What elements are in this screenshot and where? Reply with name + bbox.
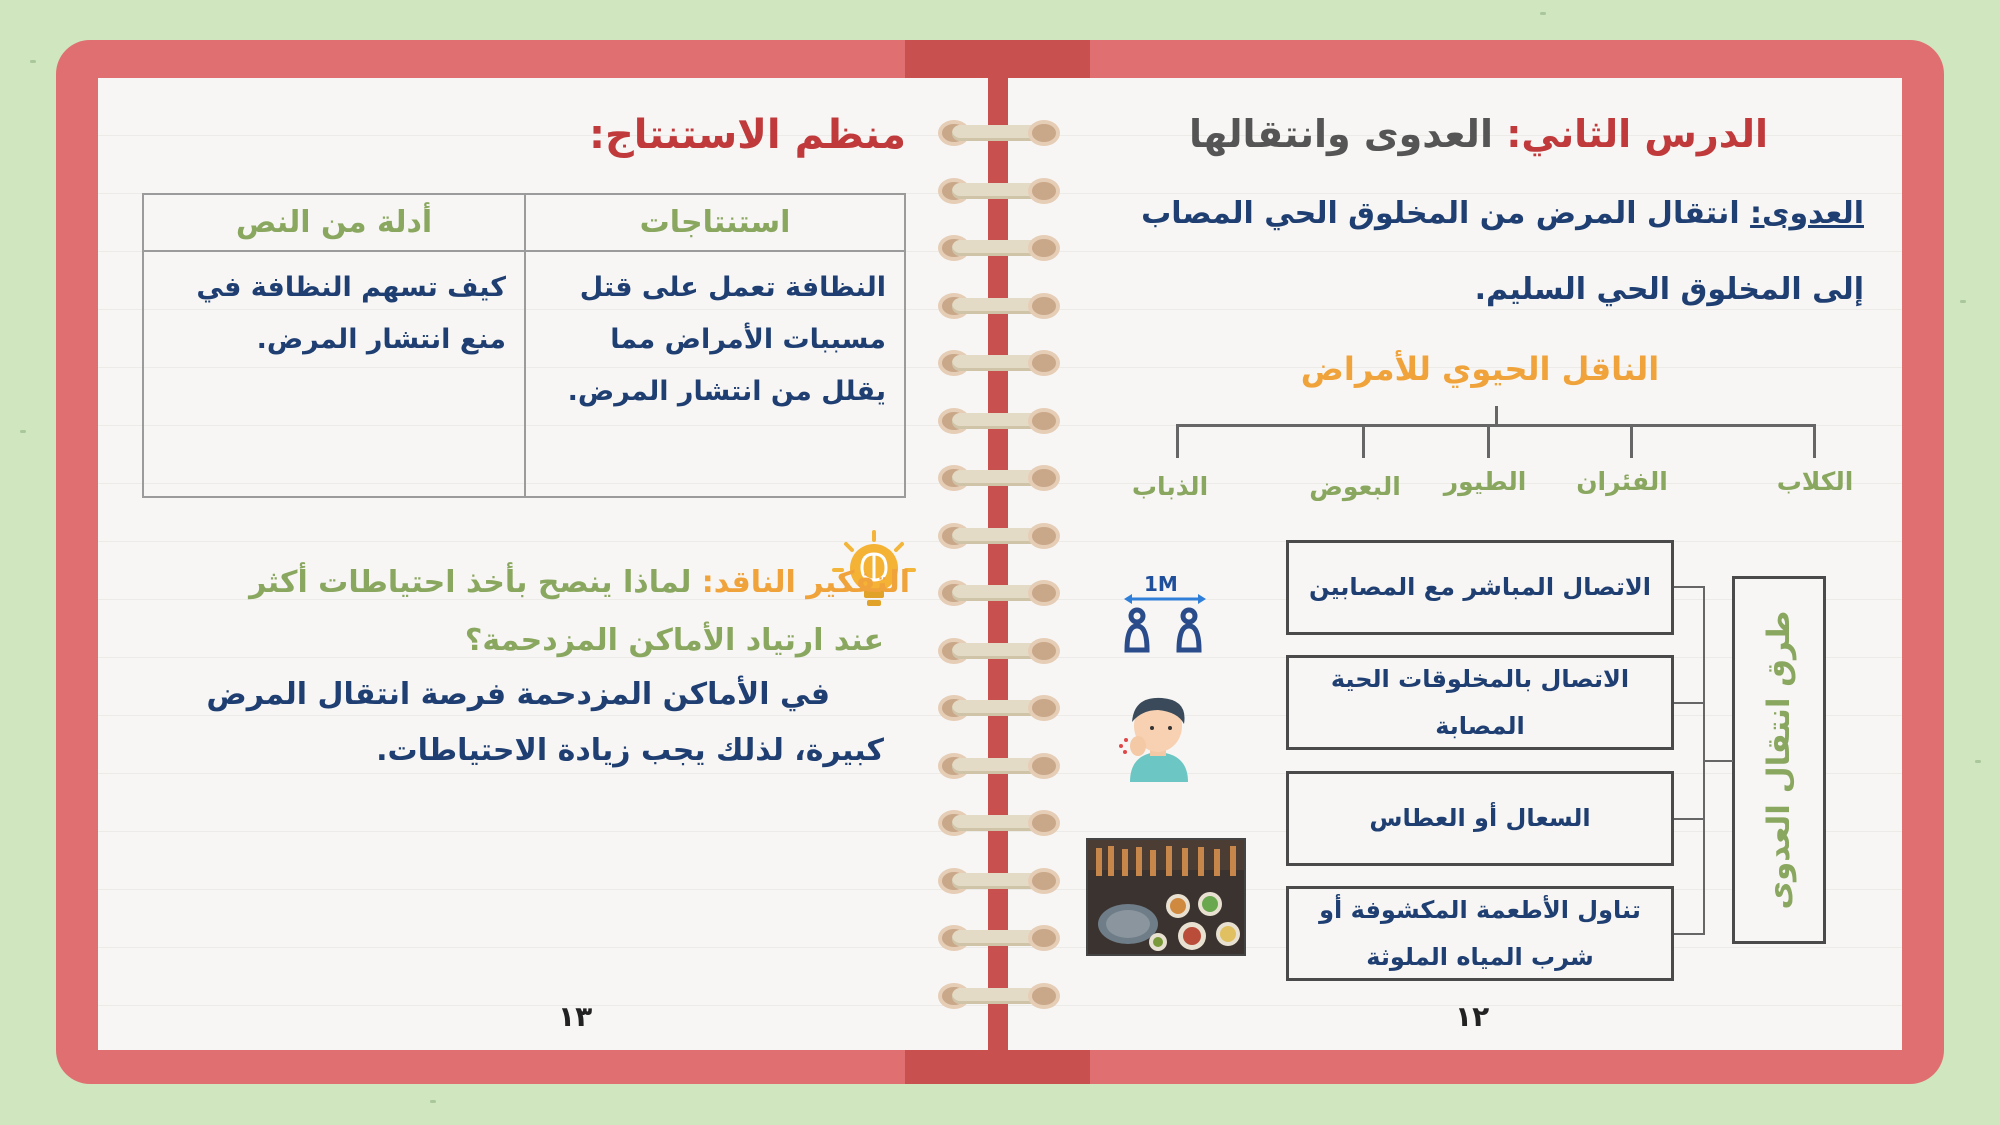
page-number-left: ١٣ (558, 1000, 593, 1033)
spiral-ring (938, 233, 1060, 263)
spiral-ring (938, 751, 1060, 781)
spiral-ring (938, 578, 1060, 608)
transmission-way-text: الاتصال المباشر مع المصابين (1309, 573, 1651, 601)
connector (1674, 933, 1704, 935)
coughing-person-icon (1112, 690, 1204, 782)
organizer-title: منظم الاستنتاج: (588, 112, 906, 158)
lesson-topic: العدوى وانتقالها (1188, 112, 1507, 156)
transmission-way-text: الاتصال بالمخلوقات الحية المصابة (1330, 664, 1630, 740)
street-food-image (1086, 838, 1246, 956)
spiral-ring (938, 636, 1060, 666)
background-speck (30, 60, 36, 63)
spiral-ring (938, 291, 1060, 321)
spiral-ring (938, 176, 1060, 206)
transmission-way-cough (1286, 771, 1674, 866)
inference-organizer-table (142, 193, 906, 498)
header-conclusions: استنتاجات (525, 194, 905, 251)
bracket-tick (1630, 424, 1633, 458)
spiral-ring (938, 406, 1060, 436)
connector (1674, 586, 1704, 588)
transmission-way-direct-contact (1286, 540, 1674, 635)
critical-question-2: عند ارتياد الأماكن المزدحمة؟ (464, 623, 884, 658)
critical-thinking-line-1 (249, 565, 910, 600)
background-speck (20, 430, 26, 433)
critical-thinking-label: التفكير الناقد: (701, 565, 910, 600)
definition-text-1: انتقال المرض من المخلوق الحي المصاب (1141, 196, 1751, 231)
distance-label: 1M (1144, 572, 1178, 596)
spiral-ring (938, 118, 1060, 148)
vector-rats: الفئران (1576, 467, 1668, 496)
spiral-ring (938, 463, 1060, 493)
connector (1703, 760, 1733, 762)
distance-icon (1120, 572, 1210, 662)
page-number-right: ١٢ (1455, 1000, 1490, 1033)
spiral-ring (938, 521, 1060, 551)
lesson-title (1189, 112, 1768, 156)
transmission-way-text: تناول الأطعمة المكشوفة أو شرب المياه الملوثة (1319, 895, 1641, 971)
definition-term: العدوى: (1750, 196, 1864, 231)
transmission-way-food-water (1286, 886, 1674, 981)
bracket-tick (1362, 424, 1365, 458)
table-header-row (143, 194, 905, 251)
bracket-tick (1487, 424, 1490, 458)
background-speck (1960, 300, 1966, 303)
answer-line-1: في الأماكن المزدحمة فرصة انتقال المرض (206, 677, 830, 712)
transmission-heading: طرق انتقال العدوى (1761, 610, 1797, 910)
bracket-stem (1495, 406, 1498, 426)
transmission-way-infected-creatures (1286, 655, 1674, 750)
spiral-ring (938, 693, 1060, 723)
transmission-way-text: السعال أو العطاس (1369, 804, 1591, 832)
bracket-tick (1176, 424, 1179, 458)
bracket-tick (1813, 424, 1816, 458)
spiral-ring (938, 348, 1060, 378)
spiral-ring (938, 808, 1060, 838)
background-speck (430, 1100, 436, 1103)
lesson-number: الدرس الثاني: (1506, 112, 1768, 156)
connector (1674, 702, 1704, 704)
definition-line-2: إلى المخلوق الحي السليم. (1474, 272, 1864, 307)
vector-mosquitoes: البعوض (1309, 472, 1401, 501)
table-row (143, 251, 905, 497)
spiral-ring (938, 981, 1060, 1011)
vector-flies: الذباب (1131, 472, 1209, 501)
background-speck (1975, 760, 1981, 763)
spiral-ring (938, 866, 1060, 896)
critical-question-1: لماذا ينصح بأخذ احتياطات أكثر (249, 565, 702, 600)
definition-line-1 (1141, 196, 1864, 231)
answer-line-2: كبيرة، لذلك يجب زيادة الاحتياطات. (376, 733, 884, 768)
background-speck (1540, 12, 1546, 15)
page-divider (988, 78, 1008, 1050)
header-evidence: أدلة من النص (143, 194, 525, 251)
vector-birds: الطيور (1443, 467, 1527, 496)
spiral-ring (938, 923, 1060, 953)
connector (1674, 818, 1704, 820)
vector-dogs: الكلاب (1776, 467, 1854, 496)
cell-evidence: كيف تسهم النظافة في منع انتشار المرض. (143, 251, 525, 497)
vectors-heading: الناقل الحيوي للأمراض (1300, 350, 1660, 388)
cell-conclusion: النظافة تعمل على قتل مسببات الأمراض مما يقلل من انتشار المرض. (525, 251, 905, 497)
